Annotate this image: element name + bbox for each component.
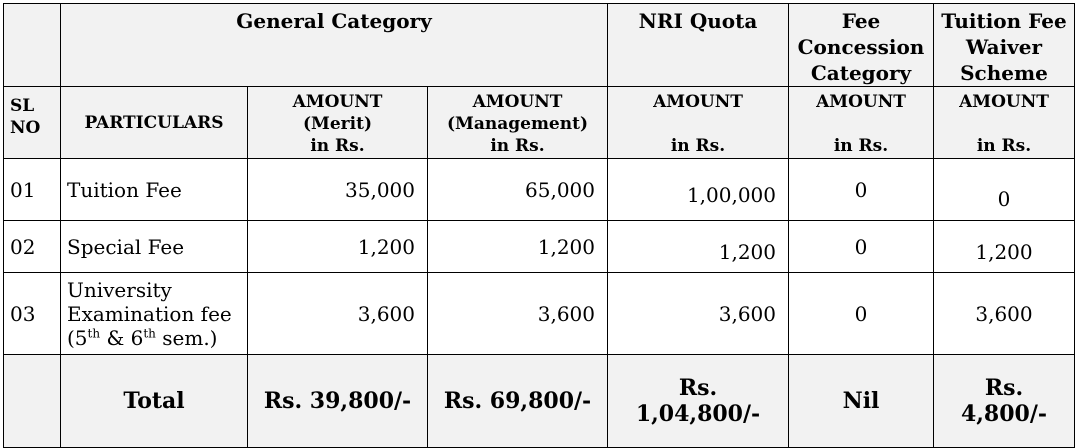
tuition-waiver-line-1: Tuition Fee <box>941 9 1067 33</box>
sl-cell: 01 <box>4 159 61 221</box>
merit-amount-cell: 3,600 <box>248 273 428 355</box>
sl-cell: 03 <box>4 273 61 355</box>
amount-management-header <box>428 87 608 159</box>
amount-management-line-2: (Management) <box>446 114 588 134</box>
merit-amount-cell: 35,000 <box>248 159 428 221</box>
amount-waiver-unit: in Rs. <box>976 136 1032 156</box>
total-management: Rs. 69,800/- <box>428 355 608 448</box>
spacer <box>795 113 927 135</box>
particular-cell <box>61 273 248 355</box>
nri-quota-label: NRI Quota <box>638 9 758 33</box>
sem-close: sem.) <box>155 325 218 350</box>
nri-quota-header <box>608 4 789 87</box>
amount-waiver-label: AMOUNT <box>959 92 1049 112</box>
spacer <box>940 113 1068 135</box>
tuition-waiver-line-3: Scheme <box>960 61 1048 85</box>
amount-merit-line-3: in Rs. <box>310 136 365 156</box>
sem-open: (5 <box>67 325 88 350</box>
table-row <box>4 273 1075 355</box>
no-label: NO <box>10 118 41 138</box>
sl-label: SL <box>10 96 35 116</box>
sup-th-1: th <box>87 325 101 340</box>
total-label: Total <box>61 355 248 448</box>
amount-nri-label: AMOUNT <box>653 92 743 112</box>
particular-cell: Tuition Fee <box>61 159 248 221</box>
total-concession: Nil <box>789 355 934 448</box>
amount-merit-line-1: AMOUNT <box>292 92 383 112</box>
amount-merit-header <box>248 87 428 159</box>
tuition-waiver-line-2: Waiver <box>965 35 1043 59</box>
particular-line-3 <box>67 326 241 350</box>
amount-waiver-header <box>934 87 1075 159</box>
total-row <box>4 355 1075 448</box>
blank-corner-cell <box>4 4 61 87</box>
amount-concession-header <box>789 87 934 159</box>
table-row <box>4 221 1075 273</box>
fee-concession-line-3: Category <box>810 61 912 85</box>
fee-structure-table <box>3 3 1075 448</box>
particulars-header <box>61 87 248 159</box>
particular-line-1: University <box>67 277 172 302</box>
sem-mid: & 6 <box>100 325 144 350</box>
sl-no-header <box>4 87 61 159</box>
management-amount-cell: 65,000 <box>428 159 608 221</box>
concession-amount-cell: 0 <box>789 273 934 355</box>
amount-concession-label: AMOUNT <box>816 92 906 112</box>
general-category-header <box>61 4 608 87</box>
management-amount-cell: 1,200 <box>428 221 608 273</box>
spacer <box>614 113 782 135</box>
general-category-label: General Category <box>236 9 432 33</box>
category-header-row <box>4 4 1075 87</box>
fee-concession-line-1: Fee <box>841 9 881 33</box>
sl-cell: 02 <box>4 221 61 273</box>
amount-concession-unit: in Rs. <box>833 136 889 156</box>
amount-management-line-1: AMOUNT <box>472 92 563 112</box>
particular-cell: Special Fee <box>61 221 248 273</box>
subheader-row <box>4 87 1075 159</box>
fee-concession-header <box>789 4 934 87</box>
total-merit: Rs. 39,800/- <box>248 355 428 448</box>
management-amount-cell: 3,600 <box>428 273 608 355</box>
amount-nri-unit: in Rs. <box>670 136 726 156</box>
total-nri: Rs. 1,04,800/- <box>608 355 789 448</box>
nri-amount-cell: 3,600 <box>608 273 789 355</box>
sup-th-2: th <box>143 325 156 340</box>
amount-merit-line-2: (Merit) <box>303 114 372 134</box>
waiver-amount-cell: 3,600 <box>934 273 1075 355</box>
tuition-waiver-header <box>934 4 1075 87</box>
concession-amount-cell: 0 <box>789 221 934 273</box>
total-sl-cell <box>4 355 61 448</box>
waiver-amount-cell: 0 <box>934 159 1075 221</box>
table-row <box>4 159 1075 221</box>
amount-nri-header <box>608 87 789 159</box>
total-waiver: Rs. 4,800/- <box>934 355 1075 448</box>
fee-concession-line-2: Concession <box>797 35 925 59</box>
concession-amount-cell: 0 <box>789 159 934 221</box>
particulars-label: PARTICULARS <box>84 112 224 133</box>
nri-amount-cell: 1,200 <box>608 221 789 273</box>
nri-amount-cell: 1,00,000 <box>608 159 789 221</box>
amount-management-line-3: in Rs. <box>490 136 545 156</box>
particular-line-2: Examination fee <box>67 301 232 326</box>
merit-amount-cell: 1,200 <box>248 221 428 273</box>
waiver-amount-cell: 1,200 <box>934 221 1075 273</box>
